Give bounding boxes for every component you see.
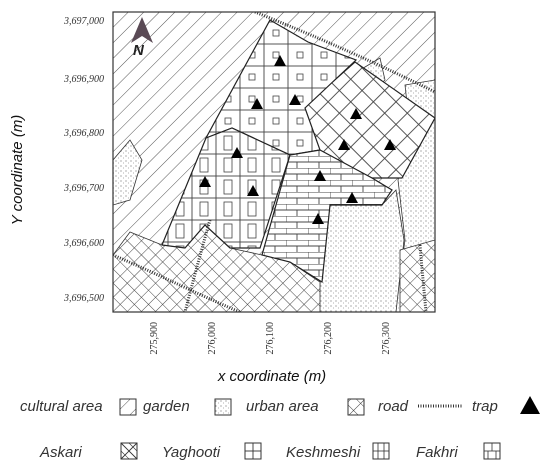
- x-box-swatch-icon: [121, 443, 137, 459]
- x-tick-label: 276,000: [207, 322, 218, 355]
- legend-label-road: road: [378, 398, 409, 415]
- plus-box-swatch-icon: [245, 443, 261, 459]
- crosshatch-swatch-icon: [348, 399, 364, 415]
- legend-label-trap: trap: [472, 398, 498, 415]
- x-axis-title: x coordinate (m): [217, 368, 327, 385]
- diagonal-hatch-swatch-icon: [120, 399, 136, 415]
- north-label: N: [133, 42, 144, 59]
- y-axis-ticks: [63, 16, 104, 304]
- dots-swatch-icon: [215, 399, 231, 415]
- x-axis-ticks: [149, 322, 392, 355]
- legend-label-keshmeshi: Keshmeshi: [286, 444, 361, 461]
- x-tick-label: 275,900: [149, 322, 160, 355]
- y-tick-label: 3,696,800: [64, 128, 104, 139]
- tile-box-swatch-icon: [484, 443, 500, 459]
- y-tick-label: 3,696,700: [64, 183, 104, 194]
- legend-label-yaghooti: Yaghooti: [162, 444, 221, 461]
- garden-area-south: [318, 190, 404, 312]
- x-tick-label: 276,100: [265, 322, 276, 355]
- y-tick-label: 3,696,500: [64, 293, 104, 304]
- legend-label-cultural-area: cultural area: [20, 398, 103, 415]
- legend-label-urban-area: urban area: [246, 398, 319, 415]
- y-tick-label: 3,696,600: [64, 238, 104, 249]
- x-tick-label: 276,300: [381, 322, 392, 355]
- legend-label-askari: Askari: [40, 444, 82, 461]
- legend-row-1: [20, 396, 540, 415]
- legend-label-fakhri: Fakhri: [416, 444, 458, 461]
- legend-label-garden: garden: [143, 398, 190, 415]
- y-tick-label: 3,697,000: [64, 16, 104, 27]
- grid-box-swatch-icon: [373, 443, 389, 459]
- legend-row-2: [39, 443, 500, 461]
- x-tick-label: 276,200: [323, 322, 334, 355]
- y-tick-label: 3,696,900: [64, 74, 104, 85]
- map-area: [113, 12, 435, 312]
- y-axis-title: Y coordinate (m): [9, 114, 26, 226]
- trap-triangle-swatch-icon: [520, 396, 540, 414]
- urban-area-east: [400, 240, 435, 312]
